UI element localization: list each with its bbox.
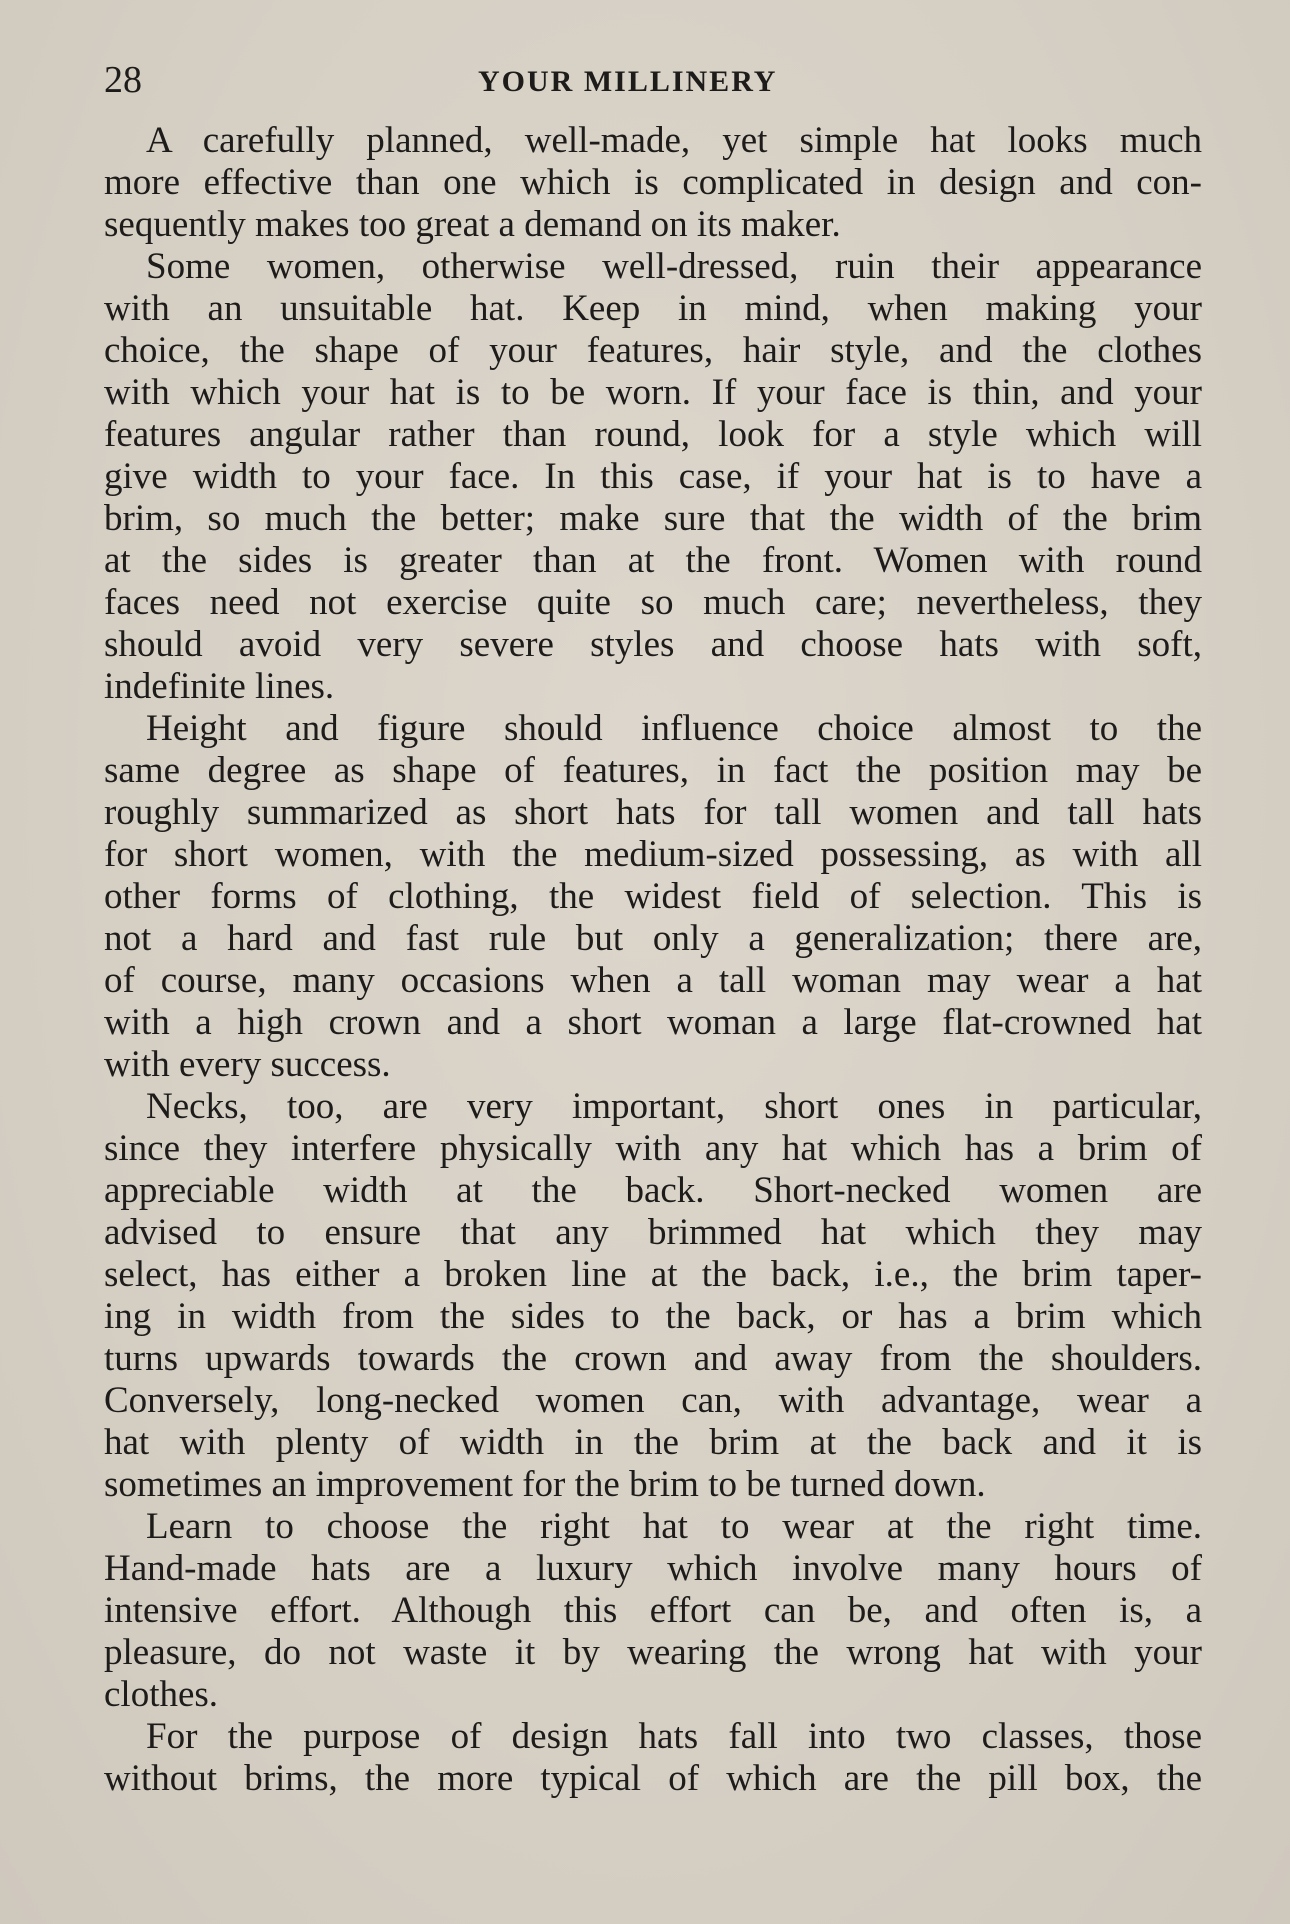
text-line: of course, many occasions when a tall woman may wear a hat (104, 960, 1202, 1001)
text-line: Learn to choose the right hat to wear at the right time. (146, 1506, 1202, 1547)
text-line: same degree as shape of features, in fact the position may be (104, 750, 1202, 791)
text-line: with a high crown and a short woman a large flat-crowned hat (104, 1002, 1202, 1043)
text-line: for short women, with the medium-sized possessing, as with all (104, 834, 1202, 875)
running-title: YOUR MILLINERY (478, 65, 778, 98)
page-header (104, 58, 1204, 102)
text-line: advised to ensure that any brimmed hat which they may (104, 1212, 1202, 1253)
text-line: at the sides is greater than at the front. Women with round (104, 540, 1202, 581)
text-line: since they interfere physically with any hat which has a brim of (104, 1128, 1202, 1169)
text-line: Necks, too, are very important, short ones in particular, (146, 1086, 1202, 1127)
text-line: indefinite lines. (104, 666, 335, 707)
text-line: Height and figure should influence choice almost to the (146, 708, 1202, 749)
text-line: select, has either a broken line at the back, i.e., the brim taper- (104, 1254, 1202, 1295)
text-line: sometimes an improvement for the brim to be turned down. (104, 1464, 986, 1505)
page-number: 28 (104, 59, 142, 101)
text-line: appreciable width at the back. Short-necked women are (104, 1170, 1202, 1211)
paragraph (104, 1086, 1202, 1506)
text-line: pleasure, do not waste it by wearing the wrong hat with your (104, 1632, 1202, 1673)
text-line: with an unsuitable hat. Keep in mind, when making your (104, 288, 1202, 329)
text-line: Conversely, long-necked women can, with advantage, wear a (104, 1380, 1202, 1421)
text-line: ing in width from the sides to the back, or has a brim which (104, 1296, 1202, 1337)
paragraph (104, 708, 1202, 1086)
text-line: intensive effort. Although this effort can be, and often is, a (104, 1590, 1202, 1631)
text-line: hat with plenty of width in the brim at the back and it is (104, 1422, 1202, 1463)
text-line: faces need not exercise quite so much care; nevertheless, they (104, 582, 1202, 623)
text-line: give width to your face. In this case, if your hat is to have a (104, 456, 1202, 497)
text-line: sequently makes too great a demand on its maker. (104, 204, 841, 245)
paragraph (104, 1716, 1202, 1800)
text-line: with every success. (104, 1044, 391, 1085)
paragraph (104, 246, 1202, 708)
text-line: clothes. (104, 1674, 219, 1715)
paragraph (104, 1506, 1202, 1716)
text-line: brim, so much the better; make sure that the width of the brim (104, 498, 1202, 539)
text-line: without brims, the more typical of which are the pill box, the (104, 1758, 1202, 1799)
text-line: with which your hat is to be worn. If your face is thin, and your (104, 372, 1202, 413)
text-line: For the purpose of design hats fall into two classes, those (146, 1716, 1202, 1757)
text-line: Some women, otherwise well-dressed, ruin their appearance (146, 246, 1202, 287)
text-line: not a hard and fast rule but only a generalization; there are, (104, 918, 1202, 959)
body-text (104, 120, 1202, 1800)
text-line: Hand-made hats are a luxury which involve many hours of (104, 1548, 1202, 1589)
text-line: roughly summarized as short hats for tall women and tall hats (104, 792, 1202, 833)
text-line: more effective than one which is complicated in design and con- (104, 162, 1202, 203)
text-line: other forms of clothing, the widest field of selection. This is (104, 876, 1202, 917)
text-line: turns upwards towards the crown and away from the shoulders. (104, 1338, 1202, 1379)
text-line: should avoid very severe styles and choose hats with soft, (104, 624, 1202, 665)
paragraph (104, 120, 1202, 246)
text-line: A carefully planned, well-made, yet simple hat looks much (146, 120, 1202, 161)
text-line: features angular rather than round, look for a style which will (104, 414, 1202, 455)
text-line: choice, the shape of your features, hair style, and the clothes (104, 330, 1202, 371)
